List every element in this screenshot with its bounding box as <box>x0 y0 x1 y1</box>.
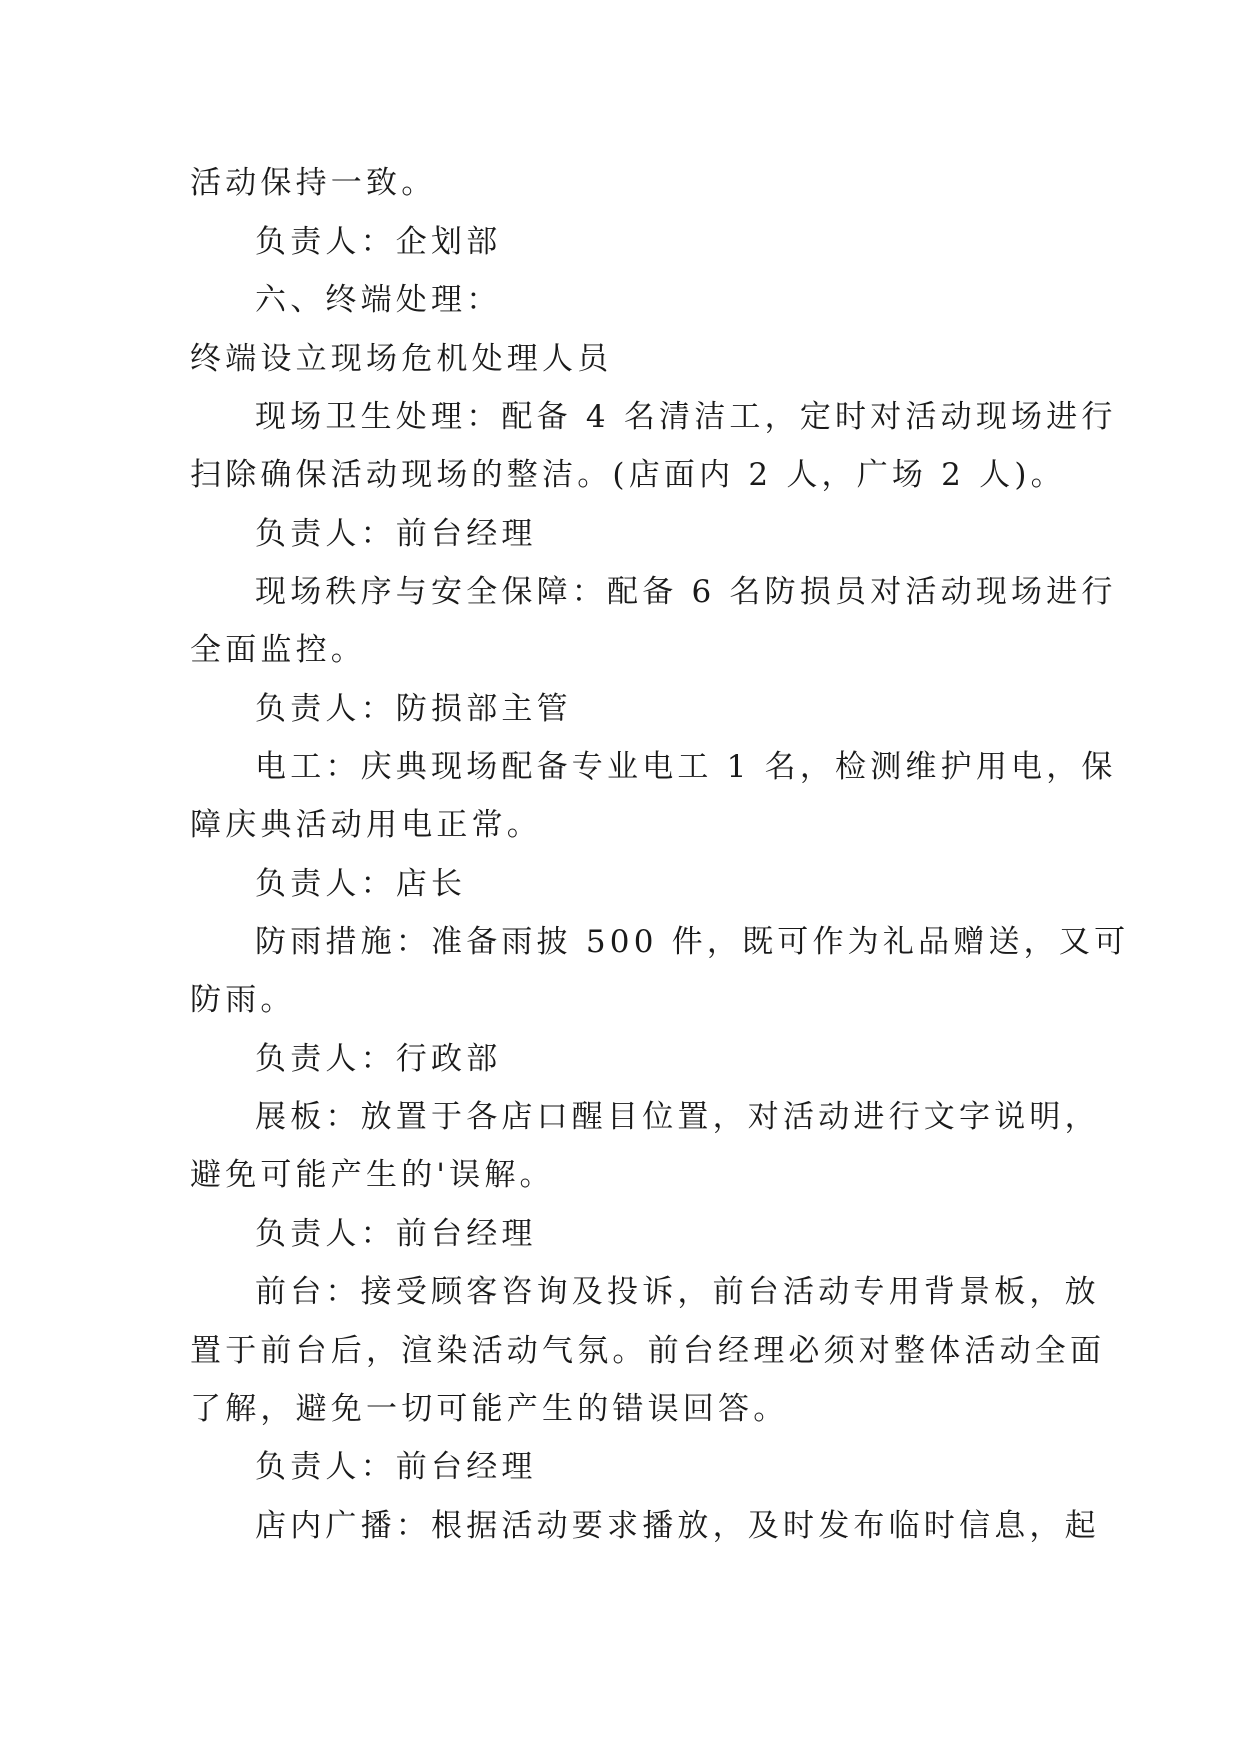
paragraph-line: 展板：放置于各店口醒目位置，对活动进行文字说明， <box>255 1099 1100 1135</box>
responsible-person-line: 负责人：前台经理 <box>255 1216 537 1252</box>
paragraph-line: 电工：庆典现场配备专业电工 1 名，检测维护用电，保 <box>255 749 1117 785</box>
paragraph-line: 店内广播：根据活动要求播放，及时发布临时信息，起 <box>255 1508 1100 1544</box>
paragraph-line: 扫除确保活动现场的整洁。(店面内 2 人，广场 2 人)。 <box>190 457 1066 493</box>
responsible-person-line: 负责人：行政部 <box>255 1041 502 1077</box>
responsible-person-line: 负责人：前台经理 <box>255 1449 537 1485</box>
paragraph-line: 前台：接受顾客咨询及投诉，前台活动专用背景板，放 <box>255 1274 1100 1310</box>
paragraph-line: 活动保持一致。 <box>190 165 437 201</box>
paragraph-line: 全面监控。 <box>190 632 366 668</box>
paragraph-line: 置于前台后，渲染活动气氛。前台经理必须对整体活动全面 <box>190 1333 1106 1369</box>
responsible-person-line: 负责人：店长 <box>255 866 467 902</box>
section-heading: 六、终端处理： <box>255 282 502 318</box>
paragraph-line: 防雨。 <box>190 982 296 1018</box>
paragraph-line: 终端设立现场危机处理人员 <box>190 341 613 377</box>
paragraph-line: 了解，避免一切可能产生的错误回答。 <box>190 1391 789 1427</box>
paragraph-line: 防雨措施：准备雨披 500 件，既可作为礼品赠送，又可 <box>255 924 1130 960</box>
responsible-person-line: 负责人：防损部主管 <box>255 691 572 727</box>
responsible-person-line: 负责人：企划部 <box>255 224 502 260</box>
paragraph-line: 避免可能产生的'误解。 <box>190 1157 555 1193</box>
paragraph-line: 现场秩序与安全保障：配备 6 名防损员对活动现场进行 <box>255 574 1117 610</box>
paragraph-line: 现场卫生处理：配备 4 名清洁工，定时对活动现场进行 <box>255 399 1117 435</box>
responsible-person-line: 负责人：前台经理 <box>255 516 537 552</box>
paragraph-line: 障庆典活动用电正常。 <box>190 807 542 843</box>
